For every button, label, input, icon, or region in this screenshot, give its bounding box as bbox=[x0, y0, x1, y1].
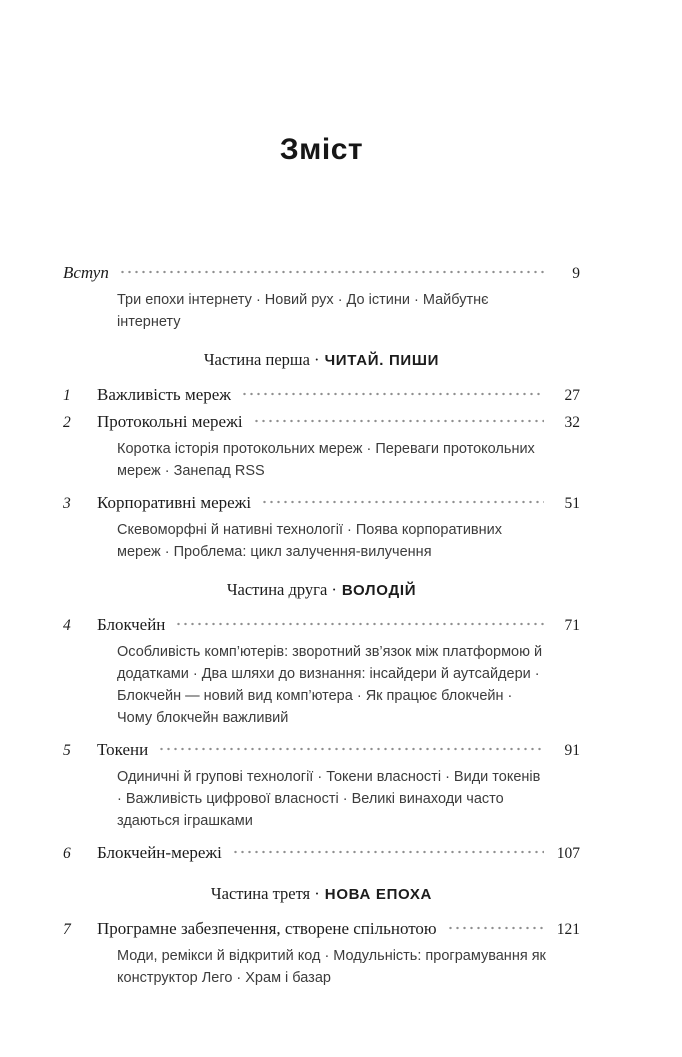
chapter-title: Блокчейн-мережі bbox=[97, 843, 222, 862]
page-title: Зміст bbox=[279, 133, 364, 166]
page-number: 71 bbox=[564, 617, 580, 634]
intro-subtitle: Три епохи інтернету · Новий рух · До істини · Майбутнє інтернету bbox=[117, 292, 489, 330]
page-number: 27 bbox=[564, 387, 580, 404]
chapter-title: Токени bbox=[97, 740, 149, 759]
part-heading-3 bbox=[63, 883, 580, 906]
dot-leader bbox=[241, 388, 544, 400]
part-name: ВОЛОДІЙ bbox=[341, 582, 417, 599]
chapter-subtitle: Коротка історія протокольних мереж · Переваги протокольних мереж · Занепад RSS bbox=[117, 441, 535, 479]
part-name: ЧИТАЙ. ПИШИ bbox=[324, 352, 440, 369]
part-heading-2 bbox=[63, 579, 580, 602]
part-label: Частина друга · bbox=[226, 580, 337, 599]
chapter-number: 5 bbox=[63, 742, 71, 759]
toc-entry-ch3 bbox=[63, 490, 580, 517]
dot-leader bbox=[261, 496, 544, 508]
chapter-title: Корпоративні мережі bbox=[97, 493, 252, 512]
toc-entry-intro bbox=[63, 260, 580, 287]
page-number: 121 bbox=[556, 921, 580, 938]
dot-leader bbox=[119, 266, 544, 278]
page-number: 107 bbox=[556, 845, 580, 862]
toc-entry-ch4 bbox=[63, 612, 580, 639]
part-label: Частина перша · bbox=[203, 350, 320, 369]
part-label: Частина третя · bbox=[210, 884, 320, 903]
dot-leader bbox=[447, 922, 544, 934]
chapter-number: 6 bbox=[63, 845, 71, 862]
intro-title: Вступ bbox=[63, 263, 109, 282]
chapter-number: 2 bbox=[63, 414, 71, 431]
chapter-title: Блокчейн bbox=[97, 615, 166, 634]
page-number: 91 bbox=[564, 742, 580, 759]
toc-entry-ch2 bbox=[63, 409, 580, 436]
dot-leader bbox=[158, 743, 544, 755]
chapter-number: 1 bbox=[63, 387, 71, 404]
dot-leader bbox=[232, 846, 544, 858]
part-heading-1 bbox=[63, 349, 580, 372]
page-number: 32 bbox=[564, 414, 580, 431]
page-number: 51 bbox=[564, 495, 580, 512]
part-name: НОВА ЕПОХА bbox=[324, 886, 433, 903]
chapter-subtitle: Скевоморфні й нативні технології · Поява корпоративних мереж · Проблема: цикл залучення-вилучення bbox=[117, 522, 502, 560]
chapter-number: 3 bbox=[63, 495, 71, 512]
toc-entry-ch5 bbox=[63, 737, 580, 764]
chapter-subtitle: Особливість комп’ютерів: зворотний зв’язок між платформою й додатками · Два шляхи до визнання: інсайдери й аутсайдери · Блокчейн — новий вид комп’ютера · Як працює блокчейн · Чому блокчейн важливий bbox=[117, 644, 543, 726]
chapter-title: Програмне забезпечення, створене спільнотою bbox=[97, 919, 437, 938]
page-number: 9 bbox=[572, 265, 580, 282]
dot-leader bbox=[175, 618, 544, 630]
toc-entry-ch6 bbox=[63, 840, 580, 867]
chapter-title: Важливість мереж bbox=[97, 385, 232, 404]
chapter-subtitle: Моди, ремікси й відкритий код · Модульність: програмування як конструктор Лего · Храм і базар bbox=[117, 948, 546, 986]
chapter-number: 4 bbox=[63, 617, 71, 634]
toc-entry-ch1 bbox=[63, 382, 580, 409]
chapter-subtitle: Одиничні й групові технології · Токени власності · Види токенів · Важливість цифрової власності · Великі винаходи часто здаються іграшками bbox=[117, 769, 541, 829]
dot-leader bbox=[253, 415, 544, 427]
chapter-title: Протокольні мережі bbox=[97, 412, 243, 431]
chapter-number: 7 bbox=[63, 921, 71, 938]
toc-entry-ch7 bbox=[63, 916, 580, 943]
